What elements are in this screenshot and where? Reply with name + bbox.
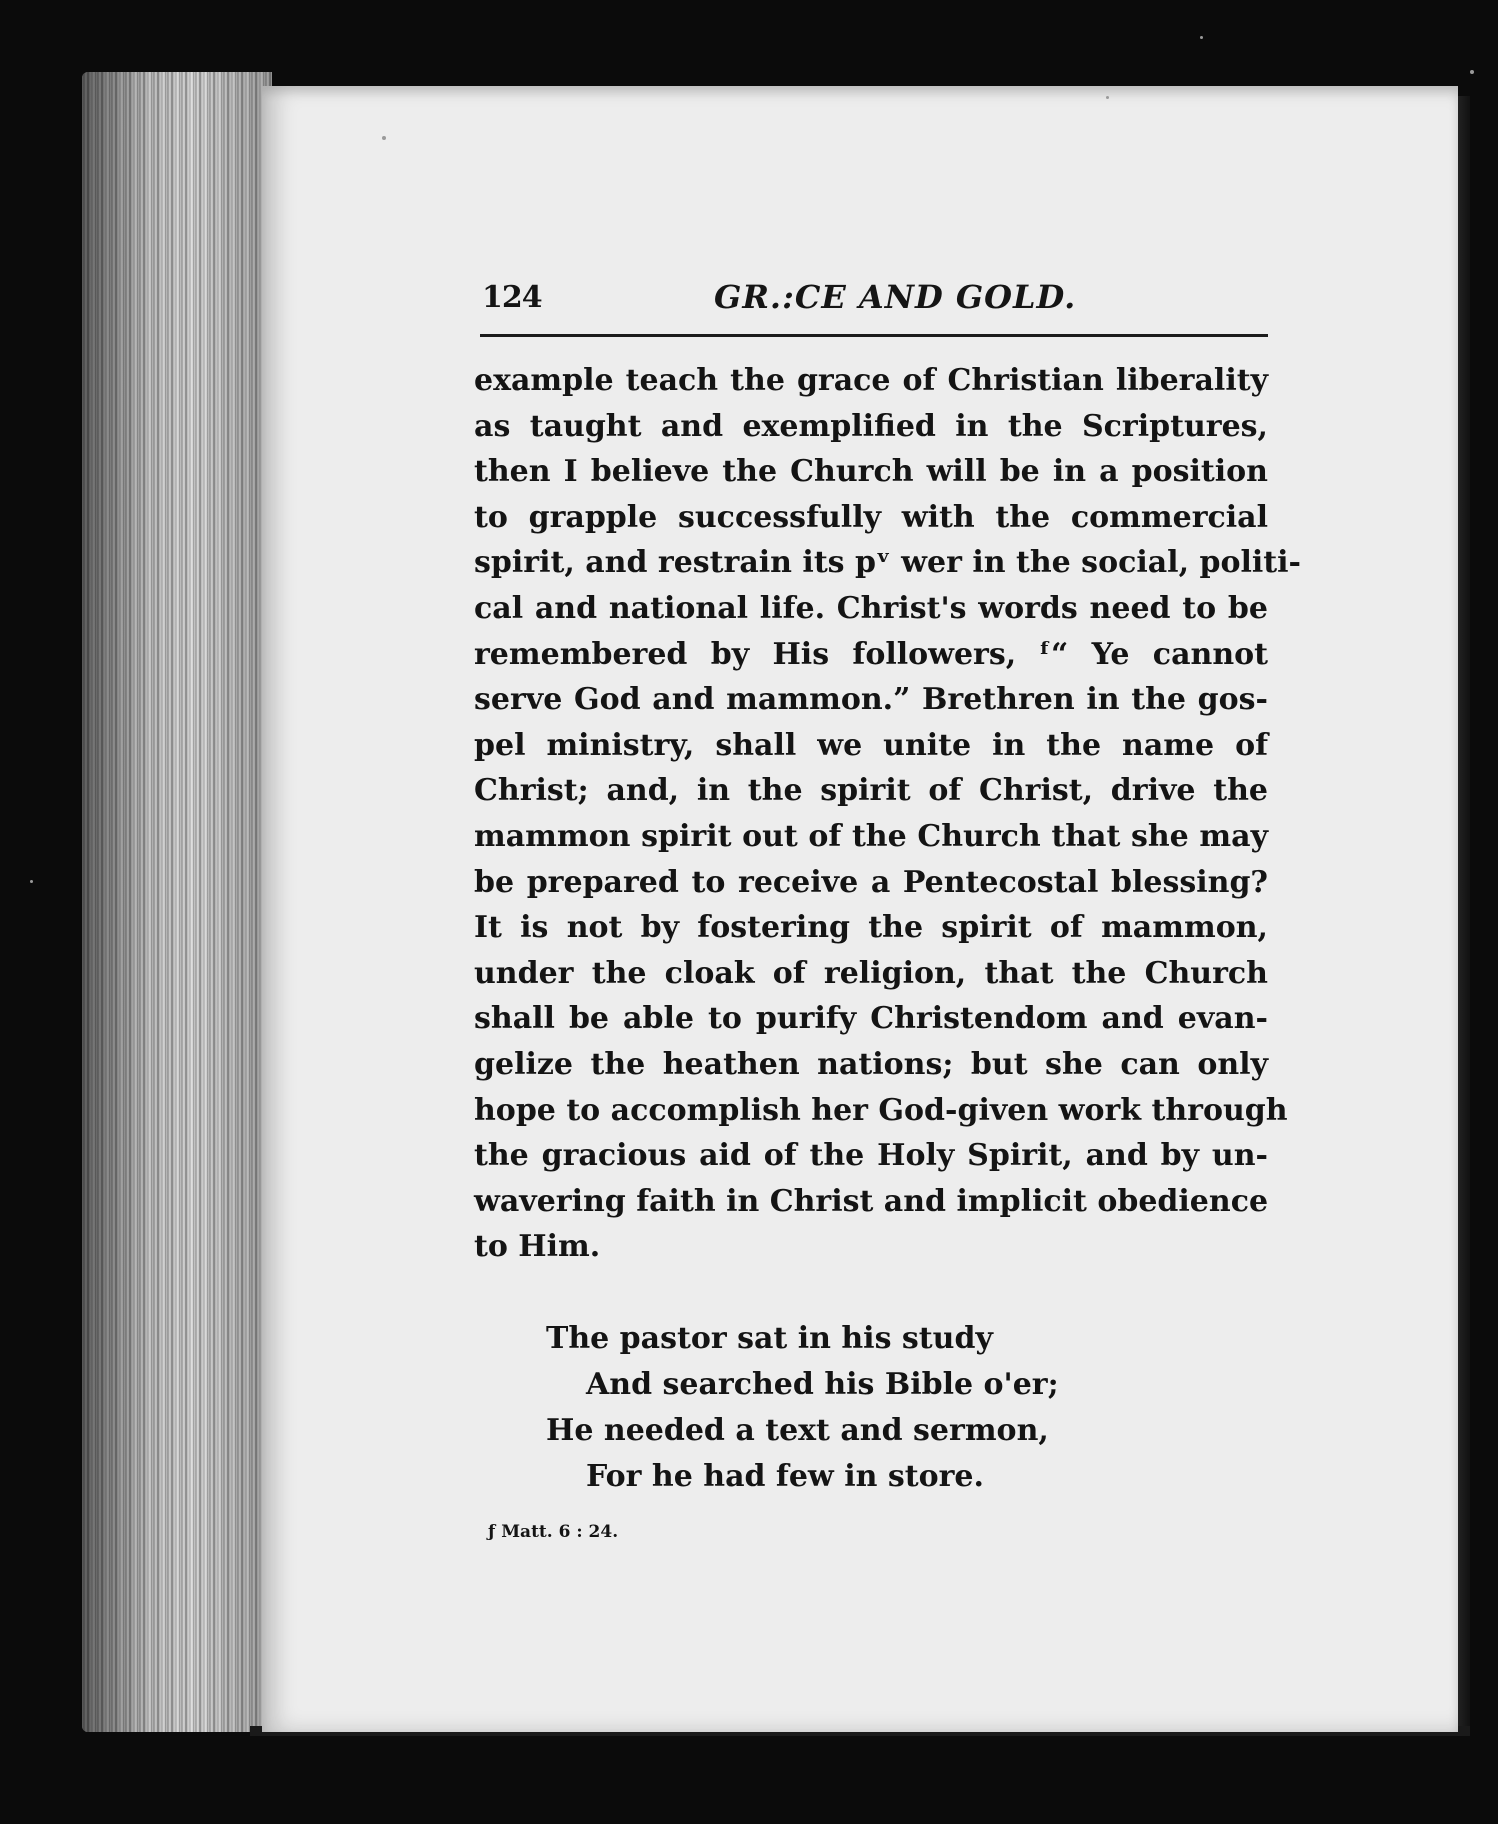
page-number: 124	[482, 280, 542, 315]
scan-speck	[1106, 96, 1109, 99]
text-line: gelize the heathen nations; but she can only	[474, 1046, 1268, 1082]
scan-speck	[382, 136, 386, 140]
running-head: GR.:CE AND GOLD.	[714, 278, 1077, 316]
text-line: It is not by fostering the spirit of mammon,	[474, 910, 1268, 946]
text-line: as taught and exemplified in the Scriptures,	[474, 408, 1268, 444]
verse-stanza	[546, 1316, 1186, 1500]
text-line: wavering faith in Christ and implicit obedience	[474, 1183, 1269, 1219]
verse-line: And searched his Bible o'er;	[586, 1367, 1059, 1402]
text-line: hope to accomplish her God-given work through	[474, 1092, 1288, 1128]
footnote: ƒ Matt. 6 : 24.	[488, 1522, 619, 1542]
text-line: pel ministry, shall we unite in the name of	[474, 727, 1268, 763]
scan-speck	[1470, 70, 1474, 74]
header-rule	[480, 334, 1268, 337]
text-line: spirit, and restrain its pᵛ wer in the social, politi-	[474, 545, 1301, 581]
text-line: to grapple successfully with the commercial	[474, 499, 1268, 535]
text-line: remembered by His followers, ᶠ“ Ye cannot	[474, 636, 1268, 672]
verse-line: For he had few in store.	[586, 1459, 984, 1494]
text-line: example teach the grace of Christian liberality	[474, 363, 1268, 398]
body-paragraph	[474, 358, 1301, 1270]
book-page-edges-shadow	[82, 72, 272, 1732]
text-line: cal and national life. Christ's words need to be	[474, 590, 1268, 626]
text-line: Christ; and, in the spirit of Christ, drive the	[474, 773, 1268, 809]
text-line: mammon spirit out of the Church that she may	[474, 818, 1268, 854]
text-line: then I believe the Church will be in a position	[474, 454, 1268, 490]
text-line: under the cloak of religion, that the Church	[474, 955, 1268, 991]
text-line: serve God and mammon.” Brethren in the gos-	[474, 682, 1268, 718]
text-line: the gracious aid of the Holy Spirit, and by un-	[474, 1138, 1268, 1174]
scan-speck	[30, 880, 33, 883]
verse-line: The pastor sat in his study	[546, 1321, 993, 1356]
scan-speck	[1200, 36, 1203, 39]
text-line: to Him.	[474, 1229, 601, 1265]
page-header	[482, 274, 1266, 334]
text-line: shall be able to purify Christendom and evan-	[474, 1001, 1268, 1037]
text-line: be prepared to receive a Pentecostal blessing?	[474, 864, 1268, 900]
verse-line: He needed a text and sermon,	[546, 1413, 1049, 1448]
